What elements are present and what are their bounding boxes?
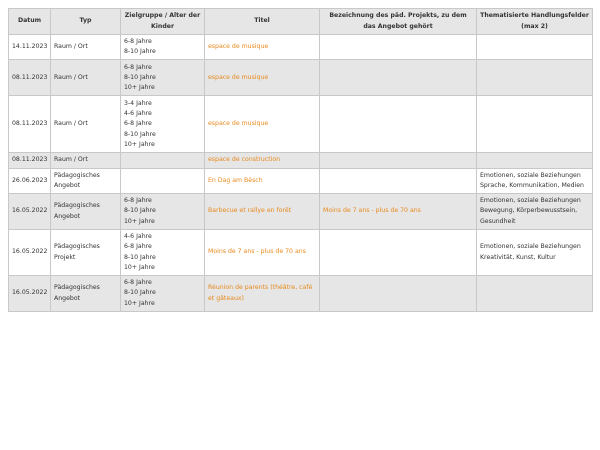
table-row	[9, 194, 593, 230]
cell-title	[205, 60, 320, 96]
age-item: 10+ Jahre	[124, 217, 155, 225]
cell-ages	[121, 96, 205, 153]
header-handlungsfelder[interactable]: Thematisierte Handlungsfelder (max 2)	[477, 9, 593, 35]
cell-type: Pädagogisches Angebot	[51, 168, 121, 193]
cell-fields	[477, 60, 593, 96]
age-item: 10+ Jahre	[124, 140, 155, 148]
cell-title	[205, 194, 320, 230]
cell-title	[205, 96, 320, 153]
table-row	[9, 96, 593, 153]
age-item: 8-10 Jahre	[124, 207, 156, 215]
table-row	[9, 153, 593, 168]
field-item: Emotionen, soziale Beziehungen	[480, 171, 581, 179]
table-row	[9, 276, 593, 312]
cell-fields	[477, 194, 593, 230]
cell-ages	[121, 194, 205, 230]
cell-ages	[121, 168, 205, 193]
age-item: 3-4 Jahre	[124, 99, 152, 107]
field-item: Sprache, Kommunikation, Medien	[480, 181, 584, 189]
cell-ages	[121, 230, 205, 276]
title-link[interactable]: espace de construction	[208, 156, 281, 164]
field-item: Emotionen, soziale Beziehungen	[480, 197, 581, 205]
title-link[interactable]: espace de musique	[208, 43, 269, 51]
cell-project	[320, 35, 477, 60]
cell-date: 14.11.2023	[9, 35, 51, 60]
header-projekt[interactable]: Bezeichnung des päd. Projekts, zu dem das Angebot gehört	[320, 9, 477, 35]
title-link[interactable]: espace de musique	[208, 120, 269, 128]
table-body	[9, 35, 593, 312]
cell-type: Raum / Ort	[51, 153, 121, 168]
cell-title	[205, 230, 320, 276]
offers-table-container	[8, 8, 592, 312]
cell-date: 26.06.2023	[9, 168, 51, 193]
cell-project	[320, 230, 477, 276]
offers-table	[8, 8, 593, 312]
cell-project	[320, 153, 477, 168]
title-link[interactable]: Réunion de parents (théâtre, café et gâteaux)	[208, 284, 313, 302]
cell-date: 16.05.2022	[9, 230, 51, 276]
field-item: Kreativität, Kunst, Kultur	[480, 253, 556, 261]
age-item: 4-6 Jahre	[124, 110, 152, 118]
cell-date: 08.11.2023	[9, 153, 51, 168]
age-item: 6-8 Jahre	[124, 197, 152, 205]
cell-date: 08.11.2023	[9, 60, 51, 96]
cell-ages	[121, 35, 205, 60]
age-item: 8-10 Jahre	[124, 289, 156, 297]
cell-title	[205, 35, 320, 60]
age-item: 8-10 Jahre	[124, 253, 156, 261]
project-link[interactable]: Moins de 7 ans - plus de 70 ans	[323, 207, 421, 215]
cell-fields	[477, 153, 593, 168]
title-link[interactable]: Barbecue et rallye en forêt	[208, 207, 292, 215]
cell-ages	[121, 60, 205, 96]
cell-ages	[121, 153, 205, 168]
cell-type: Pädagogisches Angebot	[51, 276, 121, 312]
cell-title	[205, 276, 320, 312]
cell-date: 08.11.2023	[9, 96, 51, 153]
cell-date: 16.05.2022	[9, 194, 51, 230]
cell-title	[205, 168, 320, 193]
age-item: 8-10 Jahre	[124, 130, 156, 138]
cell-project	[320, 60, 477, 96]
cell-type: Raum / Ort	[51, 96, 121, 153]
age-item: 6-8 Jahre	[124, 63, 152, 71]
age-item: 8-10 Jahre	[124, 73, 156, 81]
cell-type: Pädagogisches Projekt	[51, 230, 121, 276]
header-typ[interactable]: Typ	[51, 9, 121, 35]
cell-fields	[477, 96, 593, 153]
age-item: 8-10 Jahre	[124, 48, 156, 56]
age-item: 6-8 Jahre	[124, 120, 152, 128]
header-zielgruppe[interactable]: Zielgruppe / Alter der Kinder	[121, 9, 205, 35]
cell-project	[320, 276, 477, 312]
cell-fields	[477, 230, 593, 276]
cell-date: 16.05.2022	[9, 276, 51, 312]
cell-type: Raum / Ort	[51, 35, 121, 60]
cell-fields	[477, 168, 593, 193]
age-item: 4-6 Jahre	[124, 233, 152, 241]
header-titel[interactable]: Titel	[205, 9, 320, 35]
table-header-row	[9, 9, 593, 35]
cell-project	[320, 96, 477, 153]
cell-type: Raum / Ort	[51, 60, 121, 96]
table-row	[9, 230, 593, 276]
age-item: 6-8 Jahre	[124, 38, 152, 45]
cell-title	[205, 153, 320, 168]
cell-fields	[477, 35, 593, 60]
table-row	[9, 35, 593, 60]
age-item: 10+ Jahre	[124, 263, 155, 271]
cell-project	[320, 194, 477, 230]
age-item: 6-8 Jahre	[124, 243, 152, 251]
cell-fields	[477, 276, 593, 312]
table-row	[9, 168, 593, 193]
cell-project	[320, 168, 477, 193]
header-datum[interactable]: Datum	[9, 9, 51, 35]
title-link[interactable]: En Dag am Bësch	[208, 176, 263, 184]
field-item: Bewegung, Körperbewusstsein, Gesundheit	[480, 207, 578, 225]
age-item: 10+ Jahre	[124, 84, 155, 91]
title-link[interactable]: Moins de 7 ans - plus de 70 ans	[208, 248, 306, 256]
cell-ages	[121, 276, 205, 312]
age-item: 10+ Jahre	[124, 299, 155, 307]
field-item: Emotionen, soziale Beziehungen	[480, 243, 581, 251]
cell-type: Pädagogisches Angebot	[51, 194, 121, 230]
table-row	[9, 60, 593, 96]
age-item: 6-8 Jahre	[124, 279, 152, 287]
title-link[interactable]: espace de musique	[208, 73, 269, 81]
